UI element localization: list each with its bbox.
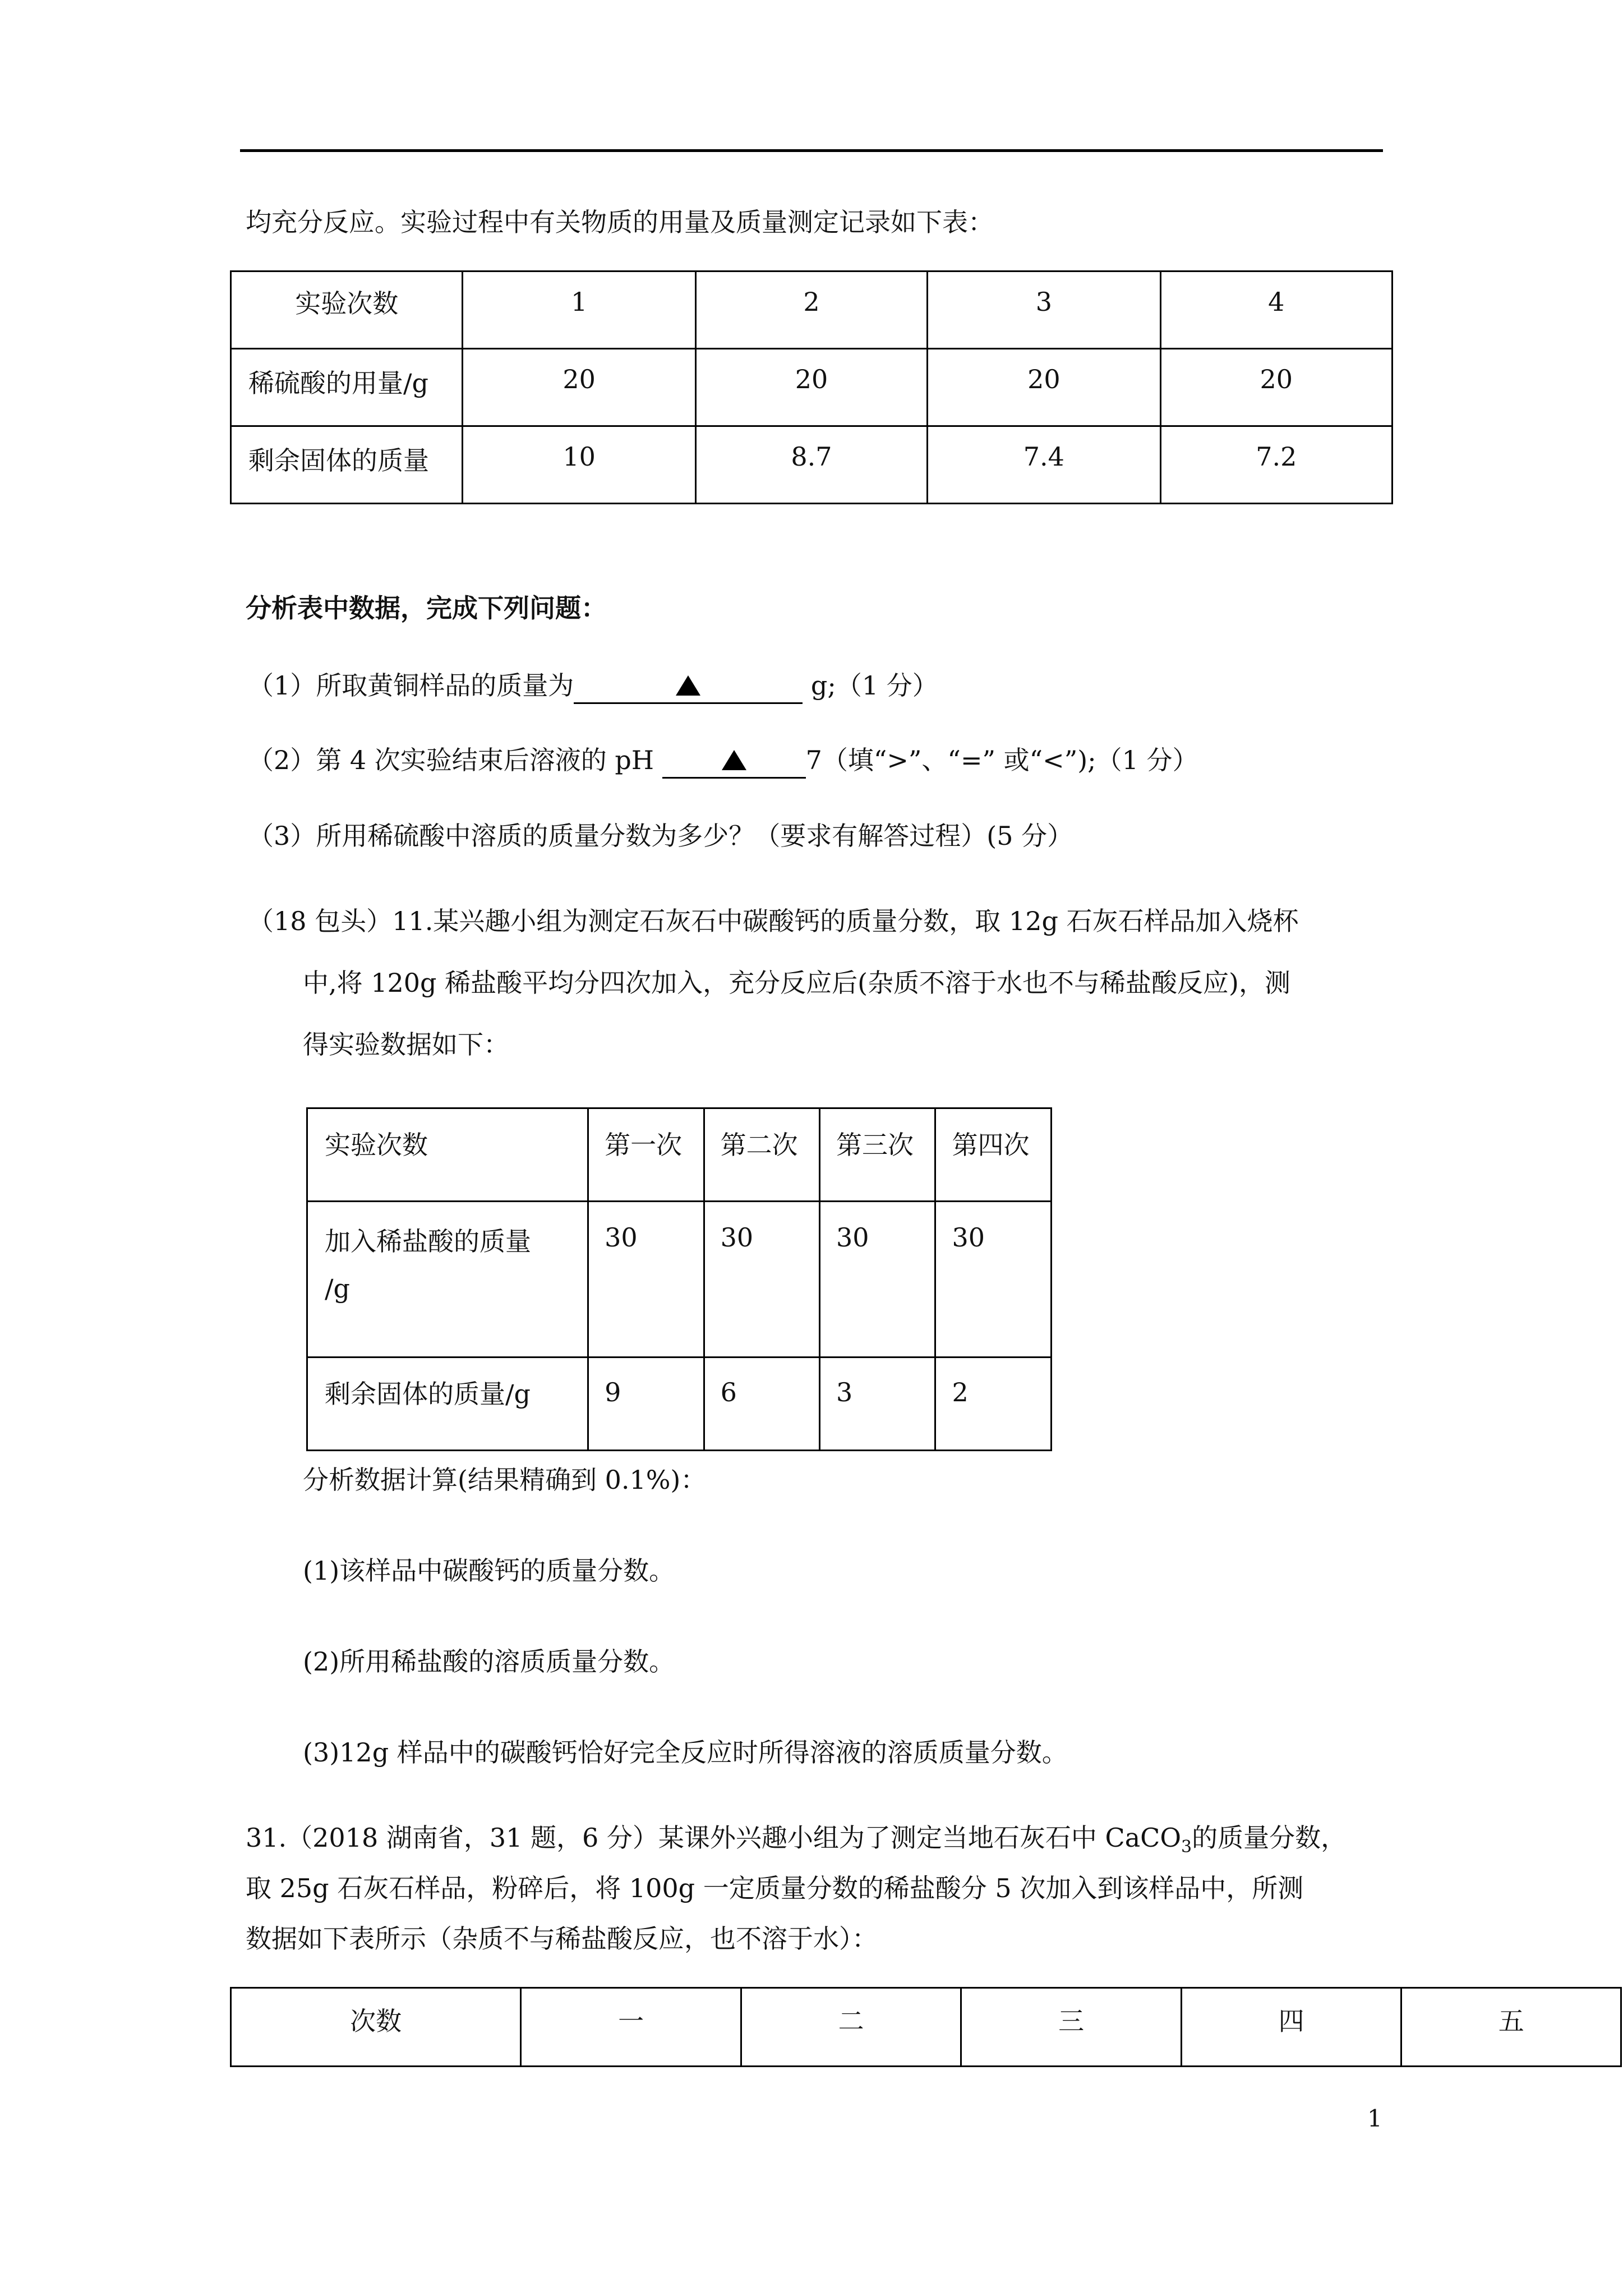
problem-11-line-2: 中,将 120g 稀盐酸平均分四次加入，充分反应后(杂质不溶于水也不与稀盐酸反应)，测 [303,968,1291,998]
table-row [307,1358,1052,1451]
table-cell: 20 [1160,349,1392,426]
problem-31-line-2: 取 25g 石灰石样品，粉碎后，将 100g 一定质量分数的稀盐酸分 5 次加入到该样品中，所测 [246,1873,1304,1903]
table-cell: 第一次 [588,1108,704,1202]
problem-11-calc: 分析数据计算(结果精确到 0.1%)： [303,1465,707,1495]
row-label-line-2: /g [325,1273,350,1304]
table-row [231,272,1393,349]
table-cell: 20 [928,349,1160,426]
answer-blank [662,743,806,779]
table-cell: 剩余固体的质量/g [307,1358,588,1451]
problem-31-line-1 [246,1821,1347,1864]
table-cell: 第二次 [704,1108,819,1202]
triangle-icon [722,750,746,770]
table-cell: 三 [961,1988,1182,2067]
problem-11-line-3: 得实验数据如下： [303,1029,509,1060]
table-cell: 1 [463,272,695,349]
table-cell: 20 [695,349,927,426]
table-cell: 7.2 [1160,426,1392,504]
question-2 [248,743,1198,779]
table-cell: 30 [935,1202,1052,1358]
question-2-text: （2）第 4 次实验结束后溶液的 pH [248,745,662,775]
table-cell: 10 [463,426,695,504]
problem-11-question-1: (1)该样品中碳酸钙的质量分数。 [303,1556,675,1586]
answer-blank [574,669,803,704]
problem-31-line-1-suffix: 的质量分数， [1192,1823,1347,1853]
table-cell: 30 [820,1202,935,1358]
problem-11-question-3: (3)12g 样品中的碳酸钙恰好完全反应时所得溶液的溶质质量分数。 [303,1737,1068,1768]
table-cell: 3 [820,1358,935,1451]
table-cell: 9 [588,1358,704,1451]
table-2 [306,1107,1052,1451]
table-cell: 次数 [231,1988,521,2067]
table-cell: 二 [741,1988,961,2067]
question-1-text: （1）所取黄铜样品的质量为 [248,670,574,701]
table-cell: 4 [1160,272,1392,349]
table-cell: 实验次数 [307,1108,588,1202]
table-3 [230,1987,1622,2067]
table-cell: 7.4 [928,426,1160,504]
table-row [307,1108,1052,1202]
triangle-icon [676,675,700,696]
table-cell [307,1202,588,1358]
table-row [307,1202,1052,1358]
question-1 [248,669,938,704]
table-row [231,1988,1621,2067]
problem-31-line-3: 数据如下表所示（杂质不与稀盐酸反应，也不溶于水）： [246,1924,878,1954]
analysis-heading: 分析表中数据，完成下列问题： [246,593,607,623]
problem-31-line-1-text: 31.（2018 湖南省，31 题，6 分）某课外兴趣小组为了测定当地石灰石中 CaCO [246,1823,1182,1853]
table-cell: 30 [588,1202,704,1358]
table-cell: 第四次 [935,1108,1052,1202]
question-1-suffix: g;（1 分） [803,670,938,701]
header-rule [240,149,1383,152]
table-row [231,426,1393,504]
table-row [231,349,1393,426]
problem-11-question-2: (2)所用稀盐酸的溶质质量分数。 [303,1646,675,1677]
table-cell: 2 [695,272,927,349]
table-cell: 五 [1401,1988,1621,2067]
table-cell: 3 [928,272,1160,349]
problem-11-line-1: （18 包头）11.某兴趣小组为测定石灰石中碳酸钙的质量分数，取 12g 石灰石样品加入烧杯 [248,906,1299,936]
question-2-suffix: 7（填“>”、“=” 或“<”);（1 分） [805,745,1198,775]
intro-line: 均充分反应。实验过程中有关物质的用量及质量测定记录如下表： [246,207,994,237]
row-label-line-1: 加入稀盐酸的质量 [325,1226,531,1257]
page-number: 1 [1367,2105,1382,2132]
table-1 [230,270,1393,504]
table-cell: 30 [704,1202,819,1358]
table-cell: 2 [935,1358,1052,1451]
question-3: （3）所用稀硫酸中溶质的质量分数为多少？（要求有解答过程）(5 分） [248,821,1073,851]
table-cell: 6 [704,1358,819,1451]
subscript: 3 [1181,1837,1192,1857]
table-cell: 20 [463,349,695,426]
table-cell: 第三次 [820,1108,935,1202]
table-cell: 四 [1181,1988,1401,2067]
table-cell: 稀硫酸的用量/g [231,349,463,426]
table-cell: 一 [521,1988,741,2067]
table-cell: 8.7 [695,426,927,504]
table-cell: 剩余固体的质量 [231,426,463,504]
table-cell: 实验次数 [231,272,463,349]
